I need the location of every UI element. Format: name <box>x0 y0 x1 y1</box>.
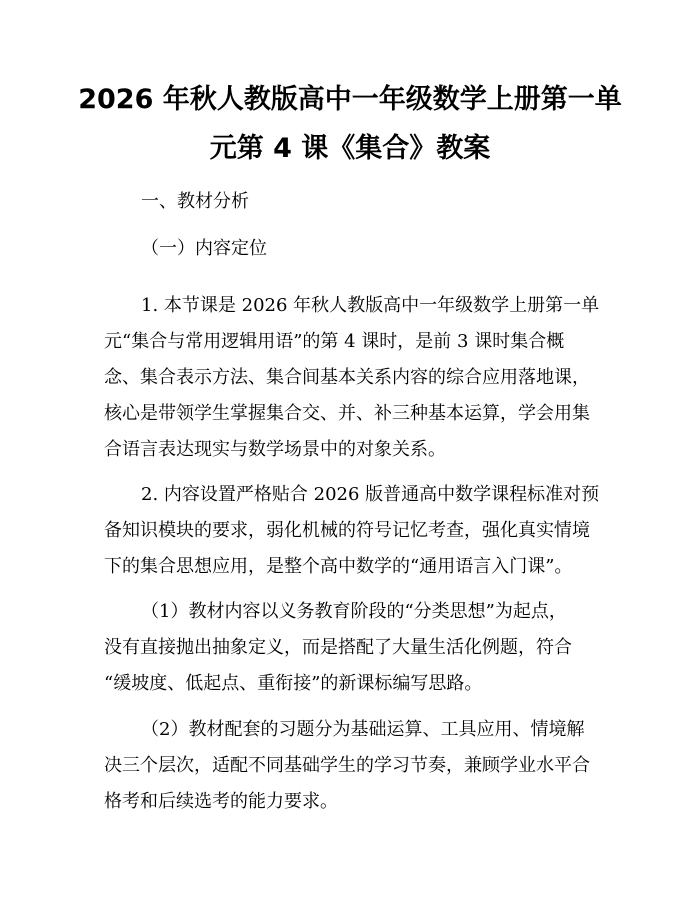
paragraph-line: 下的集合思想应用，是整个高中数学的“通用语言入门课”。 <box>104 556 573 577</box>
paragraph-line: 合语言表达现实与数学场景中的对象关系。 <box>104 439 446 460</box>
paragraph-line: 元“集合与常用逻辑用语”的第 4 课时，是前 3 课时集合概 <box>104 331 565 352</box>
paragraph-line: 决三个层次，适配不同基础学生的学习节奏，兼顾学业水平合 <box>104 755 590 776</box>
paragraph-line: “缓坡度、低起点、重衔接”的新课标编写思路。 <box>104 673 483 694</box>
paragraph-line: 没有直接抛出抽象定义，而是搭配了大量生活化例题，符合 <box>104 637 572 658</box>
document-title-line-2: 元第 4 课《集合》教案 <box>209 133 491 164</box>
paragraph-line: （1）教材内容以义务教育阶段的“分类思想”为起点， <box>141 601 567 622</box>
subsection-heading: （一）内容定位 <box>141 238 267 259</box>
paragraph-line: 念、集合表示方法、集合间基本关系内容的综合应用落地课， <box>104 367 590 388</box>
paragraph-1 <box>104 288 604 468</box>
paragraph-2 <box>104 477 604 585</box>
paragraph-line: 1. 本节课是 2026 年秋人教版高中一年级数学上册第一单 <box>141 295 600 316</box>
paragraph-line: 格考和后续选考的能力要求。 <box>104 791 338 812</box>
document-title-line-1: 2026 年秋人教版高中一年级数学上册第一单 <box>78 84 622 115</box>
paragraph-4 <box>104 712 604 820</box>
paragraph-line: 备知识模块的要求，弱化机械的符号记忆考查，强化真实情境 <box>104 520 590 541</box>
paragraph-3 <box>104 594 604 702</box>
section-heading: 一、教材分析 <box>141 191 249 212</box>
paragraph-line: 核心是带领学生掌握集合交、并、补三种基本运算，学会用集 <box>104 403 590 424</box>
paragraph-line: （2）教材配套的习题分为基础运算、工具应用、情境解 <box>141 719 585 740</box>
paragraph-line: 2. 内容设置严格贴合 2026 版普通高中数学课程标准对预 <box>141 484 600 505</box>
